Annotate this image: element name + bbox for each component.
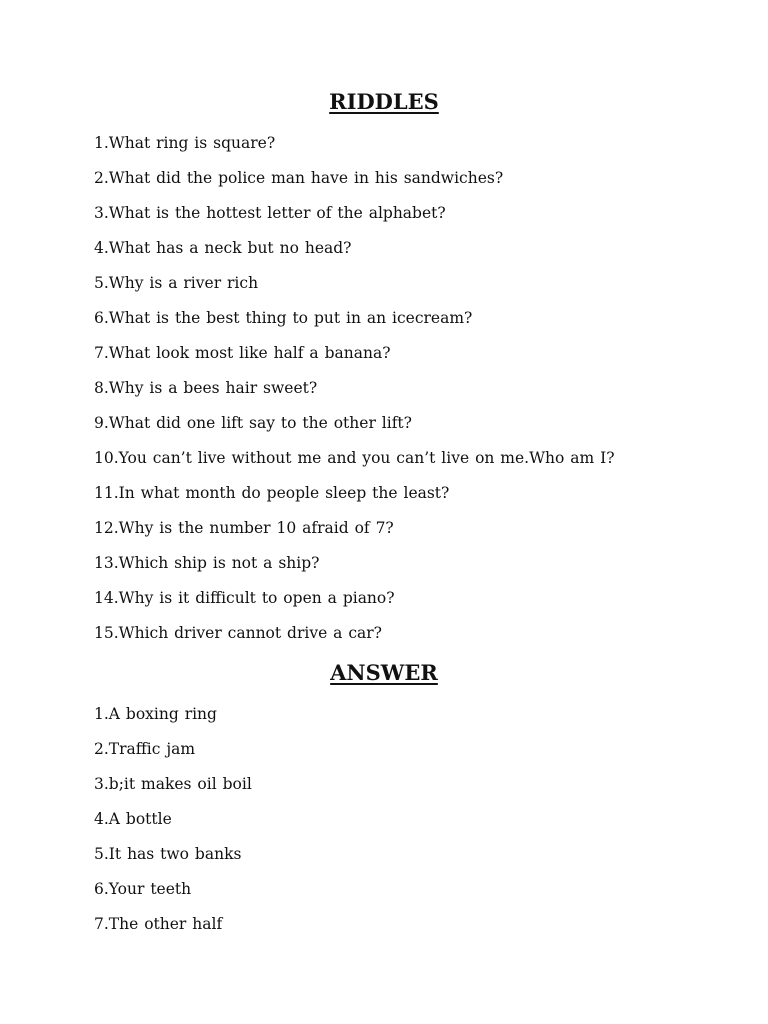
answer-item: 7.The other half xyxy=(94,915,223,933)
answer-item: 4.A bottle xyxy=(94,810,172,828)
riddle-item: 4.What has a neck but no head? xyxy=(94,239,352,257)
answer-item: 5.It has two banks xyxy=(94,845,242,863)
riddle-item: 3.What is the hottest letter of the alphabet? xyxy=(94,204,446,222)
riddle-item: 14.Why is it difficult to open a piano? xyxy=(94,589,395,607)
riddles-list xyxy=(94,131,734,656)
answer-item: 6.Your teeth xyxy=(94,880,192,898)
riddle-item: 12.Why is the number 10 afraid of 7? xyxy=(94,519,394,537)
riddle-item: 10.You can’t live without me and you can’t live on me.Who am I? xyxy=(94,449,615,467)
riddles-heading: RIDDLES xyxy=(329,89,439,114)
answer-item: 2.Traffic jam xyxy=(94,740,196,758)
riddle-item: 9.What did one lift say to the other lift? xyxy=(94,414,412,432)
riddle-item: 2.What did the police man have in his sandwiches? xyxy=(94,169,504,187)
riddle-item: 7.What look most like half a banana? xyxy=(94,344,391,362)
riddle-item: 11.In what month do people sleep the least? xyxy=(94,484,450,502)
riddle-item: 13.Which ship is not a ship? xyxy=(94,554,320,572)
riddle-item: 8.Why is a bees hair sweet? xyxy=(94,379,318,397)
answers-heading: ANSWER xyxy=(330,660,438,685)
riddle-item: 6.What is the best thing to put in an icecream? xyxy=(94,309,473,327)
answer-item: 3.b;it makes oil boil xyxy=(94,775,252,793)
riddle-item: 15.Which driver cannot drive a car? xyxy=(94,624,382,642)
riddle-item: 5.Why is a river rich xyxy=(94,274,259,292)
riddle-item: 1.What ring is square? xyxy=(94,134,276,152)
answer-item: 1.A boxing ring xyxy=(94,705,217,723)
answers-list xyxy=(94,702,734,947)
